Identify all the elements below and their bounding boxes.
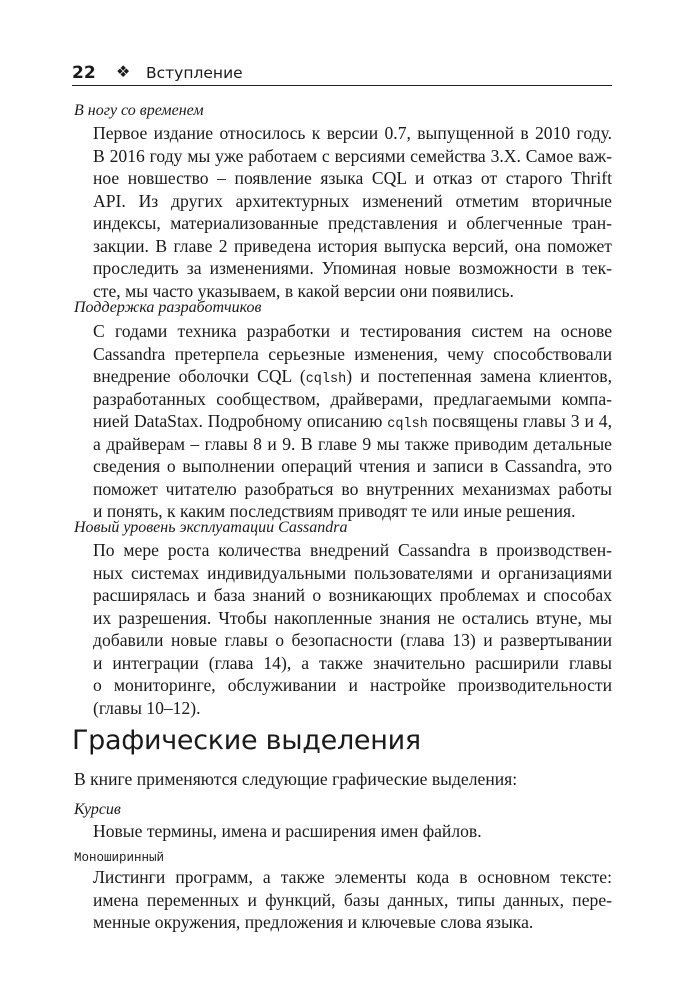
text-line: Первое издание относилось к версии 0.7, выпущенной в 2010 году. bbox=[93, 123, 612, 143]
text-line-with-code bbox=[93, 365, 612, 388]
text-line: менные окружения, предложения и ключевые слова языка. bbox=[93, 912, 534, 932]
text-line: С годами техника разработки и тестирования систем на основе bbox=[93, 321, 612, 341]
text-fragment: посвящены главы 3 и 4, bbox=[427, 411, 612, 431]
text-line: ное новшество – появление языка CQL и отказ от старого Thrift bbox=[93, 168, 612, 188]
text-line: и понять, к каким последствиям приводят те или иные решения. bbox=[93, 501, 576, 521]
text-line: По мере роста количества внедрений Cassandra в производствен- bbox=[93, 540, 612, 560]
text-line: индексы, материализованные представления и облегченные тран- bbox=[93, 213, 612, 233]
paragraph-developer-support bbox=[93, 320, 612, 523]
text-line: поможет читателю разобраться во внутренних механизмах работы bbox=[93, 478, 612, 499]
paragraph-italic bbox=[93, 820, 612, 843]
section-intro: В книге применяются следующие графические выделения: bbox=[74, 769, 518, 789]
text-fragment: нией DataStax. Подробному описанию bbox=[93, 411, 388, 431]
term-in-step-with-time: В ногу со временем bbox=[74, 102, 204, 119]
code-cqlsh: cqlsh bbox=[387, 417, 428, 432]
text-line-with-code bbox=[93, 410, 612, 433]
text-line: закции. В главе 2 приведена история выпуска версий, она поможет bbox=[93, 235, 612, 256]
text-line: имена переменных и функций, базы данных, типы данных, пере- bbox=[93, 889, 612, 910]
text-line: Листинги программ, а также элементы кода в основном тексте: bbox=[93, 867, 612, 887]
chapter-title: Вступление bbox=[146, 64, 243, 82]
text-line: а драйверам – главы 8 и 9. В главе 9 мы также приводим детальные bbox=[93, 433, 612, 454]
text-line: ных системах индивидуальными пользователями и организациями bbox=[93, 562, 612, 583]
text-line: расширялась и база знаний о возникающих проблемах и способах bbox=[93, 585, 612, 605]
term-italic: Курсив bbox=[74, 801, 121, 818]
text-line: (главы 10–12). bbox=[93, 697, 201, 718]
text-line: API. Из других архитектурных изменений отметим вторичные bbox=[93, 190, 612, 211]
text-line: и интеграции (глава 14), а также значительно расширили главы bbox=[93, 652, 612, 673]
page-number: 22 bbox=[72, 63, 96, 83]
ornament-icon: ❖ bbox=[116, 62, 131, 81]
text-line: их разрешения. Чтобы накопленные знания не остались втуне, мы bbox=[93, 607, 612, 628]
text-line: Новые термины, имена и расширения имен файлов. bbox=[93, 821, 482, 841]
code-cqlsh: cqlsh bbox=[305, 372, 347, 387]
text-fragment: ) и постепенная замена клиентов, bbox=[346, 366, 612, 386]
text-line: Cassandra претерпела серьезные изменения, чему способствовали bbox=[93, 343, 612, 364]
text-line: проследить за изменениями. Упоминая новые возможности в тек- bbox=[93, 258, 612, 278]
term-new-operations-level: Новый уровень эксплуатации Cassandra bbox=[74, 519, 348, 536]
text-line: разработанных сообществом, драйверами, предлагаемыми компа- bbox=[93, 388, 612, 409]
paragraph-new-operations-level bbox=[93, 539, 612, 719]
text-line: о мониторинге, обслуживании и настройке производительности bbox=[93, 675, 612, 695]
text-line: сведения о выполнении операций чтения и записи в Cassandra, это bbox=[93, 456, 612, 476]
text-line: добавили новые главы о безопасности (глава 13) и развертывании bbox=[93, 630, 612, 650]
text-line: В 2016 году мы уже работаем с версиями семейства 3.X. Самое важ- bbox=[93, 145, 612, 166]
running-header bbox=[72, 61, 612, 86]
paragraph-in-step-with-time bbox=[93, 122, 612, 302]
term-developer-support: Поддержка разработчиков bbox=[74, 299, 262, 316]
paragraph-monospace bbox=[93, 866, 612, 934]
text-fragment: внедрение оболочки CQL ( bbox=[93, 366, 306, 386]
section-heading: Графические выделения bbox=[72, 725, 421, 756]
term-monospace: Моноширинный bbox=[74, 851, 165, 865]
text-line: сте, мы часто указываем, в какой версии они появились. bbox=[93, 280, 514, 301]
